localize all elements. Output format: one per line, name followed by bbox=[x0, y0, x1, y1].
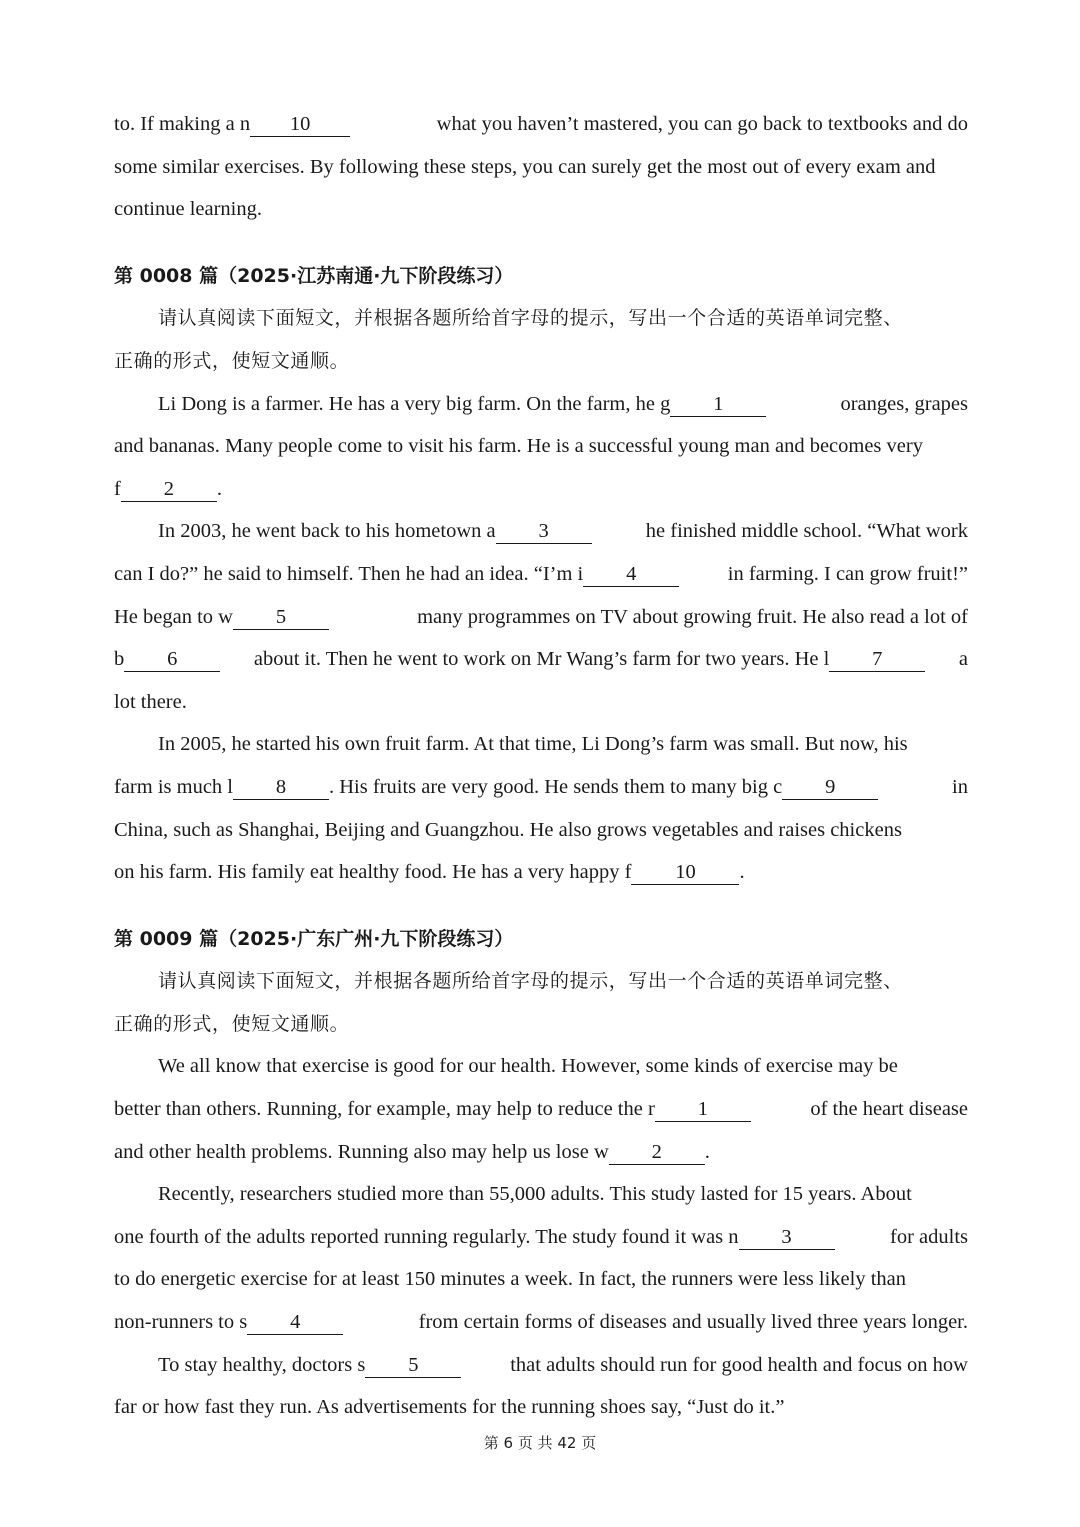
text-segment: in farming. I can grow fruit!” bbox=[727, 562, 968, 585]
text-segment: about it. Then he went to work on Mr Wang’s farm for two years. He l bbox=[253, 648, 830, 671]
text-line bbox=[114, 681, 968, 724]
answer-blank[interactable]: 10 bbox=[631, 860, 739, 885]
text-segment: on his farm. His family eat healthy food. He has a very happy f bbox=[114, 861, 632, 884]
page-footer bbox=[0, 1432, 1080, 1453]
answer-blank[interactable]: 8 bbox=[233, 775, 329, 800]
answer-blank[interactable]: 3 bbox=[496, 519, 592, 544]
instruction-line: 请认真阅读下面短文，并根据各题所给首字母的提示，写出一个合适的英语单词完整、 bbox=[158, 307, 903, 330]
text-line bbox=[114, 851, 968, 894]
text-segment: in bbox=[952, 775, 968, 798]
instruction-line: 正确的形式，使短文通顺。 bbox=[114, 349, 350, 372]
text-segment: of the heart disease bbox=[810, 1098, 968, 1121]
text-segment: Li Dong is a farmer. He has a very big farm. On the farm, he g bbox=[158, 392, 671, 415]
document-page bbox=[114, 103, 968, 1429]
answer-blank[interactable]: 5 bbox=[365, 1353, 461, 1378]
text-segment: what you haven’t mastered, you can go back to textbooks and do bbox=[436, 113, 968, 135]
text-segment: a bbox=[958, 648, 968, 671]
text-segment: continue learning. bbox=[114, 198, 263, 221]
text-segment: can I do?” he said to himself. Then he had an idea. “I’m i bbox=[114, 562, 584, 585]
text-segment: many programmes on TV about growing fruit. He also read a lot of bbox=[417, 605, 968, 628]
text-segment: that adults should run for good health and focus on how bbox=[510, 1353, 968, 1376]
passage-heading: 第 0009 篇（2025·广东广州·九下阶段练习） bbox=[114, 927, 514, 950]
text-segment: China, such as Shanghai, Beijing and Guangzhou. He also grows vegetables and raises chickens bbox=[114, 818, 902, 841]
answer-blank[interactable]: 5 bbox=[233, 605, 329, 630]
text-line bbox=[114, 1344, 968, 1387]
text-segment: . bbox=[739, 861, 745, 884]
text-line bbox=[114, 638, 968, 681]
text-segment: . His fruits are very good. He sends them to many big c bbox=[329, 775, 783, 798]
answer-blank[interactable]: 1 bbox=[670, 392, 766, 417]
text-segment: to. If making a n bbox=[114, 113, 251, 135]
text-line bbox=[114, 553, 968, 596]
answer-blank[interactable]: 2 bbox=[121, 477, 217, 502]
answer-blank[interactable]: 2 bbox=[609, 1140, 705, 1165]
text-segment: better than others. Running, for example, may help to reduce the r bbox=[114, 1098, 655, 1121]
text-segment: b bbox=[114, 648, 125, 671]
text-segment: for adults bbox=[890, 1225, 968, 1248]
answer-blank[interactable]: 7 bbox=[829, 647, 925, 672]
text-line bbox=[114, 1386, 968, 1429]
text-segment: lot there. bbox=[114, 690, 187, 713]
answer-blank[interactable]: 1 bbox=[655, 1097, 751, 1122]
text-line bbox=[114, 1131, 968, 1174]
text-segment: farm is much l bbox=[114, 775, 233, 798]
text-segment: Recently, researchers studied more than 55,000 adults. This study lasted for 15 years. About bbox=[158, 1183, 912, 1206]
text-line bbox=[114, 1301, 968, 1344]
text-segment: He began to w bbox=[114, 605, 233, 628]
answer-blank[interactable]: 9 bbox=[782, 775, 878, 800]
text-segment: oranges, grapes bbox=[840, 392, 968, 415]
text-line bbox=[114, 1258, 968, 1301]
text-line bbox=[114, 1088, 968, 1131]
text-segment: In 2005, he started his own fruit farm. At that time, Li Dong’s farm was small. But now, his bbox=[158, 733, 908, 756]
text-line bbox=[114, 1173, 968, 1216]
passage-heading: 第 0008 篇（2025·江苏南通·九下阶段练习） bbox=[114, 264, 514, 287]
text-segment: non-runners to s bbox=[114, 1311, 248, 1334]
text-segment: far or how fast they run. As advertisements for the running shoes say, “Just do it.” bbox=[114, 1396, 785, 1419]
text-segment: In 2003, he went back to his hometown a bbox=[158, 520, 496, 543]
text-segment: To stay healthy, doctors s bbox=[158, 1353, 366, 1376]
text-line bbox=[114, 723, 968, 766]
text-segment: and other health problems. Running also may help us lose w bbox=[114, 1140, 609, 1163]
text-line bbox=[114, 766, 968, 809]
text-line bbox=[114, 188, 968, 231]
instruction-line: 请认真阅读下面短文，并根据各题所给首字母的提示，写出一个合适的英语单词完整、 bbox=[158, 970, 903, 993]
text-line bbox=[114, 1216, 968, 1259]
answer-blank[interactable]: 10 bbox=[250, 112, 350, 137]
text-line bbox=[114, 146, 968, 189]
text-segment: from certain forms of diseases and usually lived three years longer. bbox=[418, 1311, 968, 1334]
page-number: 第 6 页 共 42 页 bbox=[483, 1434, 597, 1452]
text-line bbox=[114, 510, 968, 553]
answer-blank[interactable]: 3 bbox=[739, 1225, 835, 1250]
text-line bbox=[114, 383, 968, 426]
instruction-line: 正确的形式，使短文通顺。 bbox=[114, 1012, 350, 1035]
text-line bbox=[114, 103, 968, 146]
text-line bbox=[114, 809, 968, 852]
text-segment: . bbox=[216, 477, 222, 500]
text-line bbox=[114, 468, 968, 511]
answer-blank[interactable]: 6 bbox=[124, 647, 220, 672]
text-segment: he finished middle school. “What work bbox=[645, 520, 968, 543]
text-segment: to do energetic exercise for at least 150 minutes a week. In fact, the runners were less likely than bbox=[114, 1268, 906, 1291]
text-line bbox=[114, 596, 968, 639]
text-line bbox=[114, 425, 968, 468]
text-segment: some similar exercises. By following these steps, you can surely get the most out of every exam and bbox=[114, 155, 936, 178]
answer-blank[interactable]: 4 bbox=[583, 562, 679, 587]
text-segment: one fourth of the adults reported running regularly. The study found it was n bbox=[114, 1225, 739, 1248]
text-segment: . bbox=[704, 1140, 710, 1163]
text-segment: and bananas. Many people come to visit his farm. He is a successful young man and becomes very bbox=[114, 435, 923, 458]
text-segment: f bbox=[114, 477, 121, 500]
text-segment: We all know that exercise is good for our health. However, some kinds of exercise may be bbox=[158, 1055, 898, 1078]
text-line bbox=[114, 1045, 968, 1088]
answer-blank[interactable]: 4 bbox=[247, 1310, 343, 1335]
